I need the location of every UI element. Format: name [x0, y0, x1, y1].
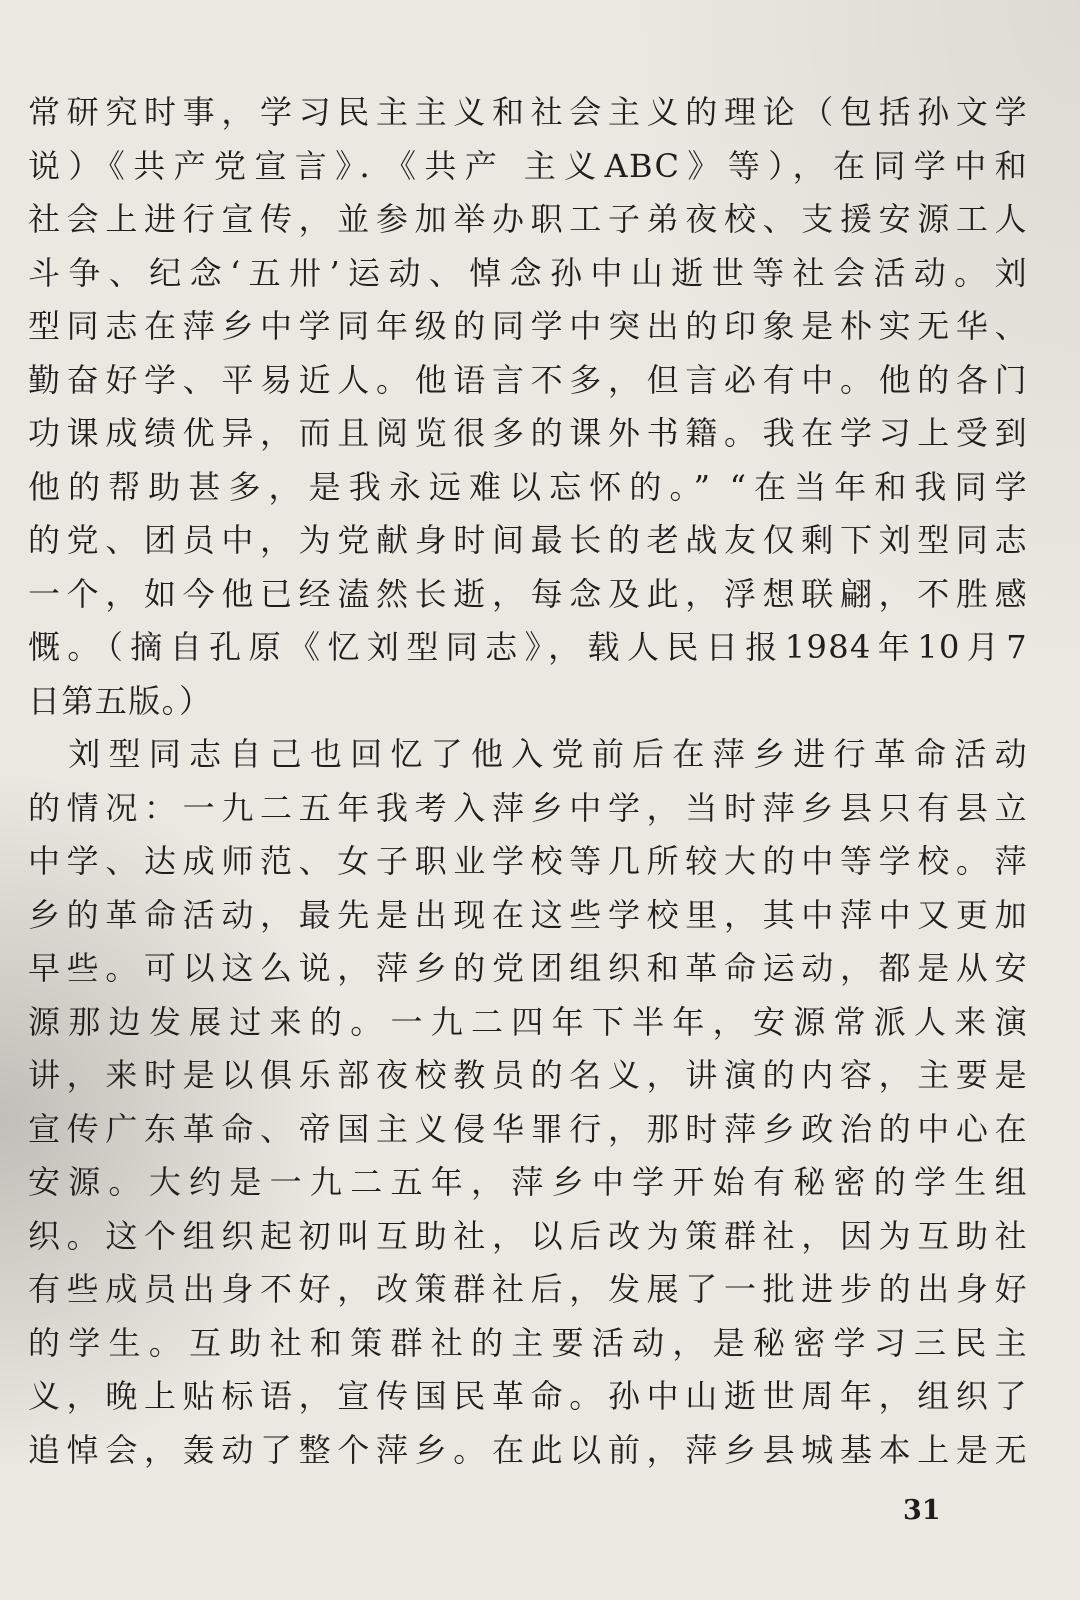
text-line-20: 宣传广东革命、帝国主义侵华罪行，那时萍乡政治的中心在 [28, 1109, 1028, 1148]
text-line-18: 源那边发展过来的。一九二四年下半年，安源常派人来演 [28, 1002, 1028, 1041]
text-line-21: 安源。大约是一九二五年，萍乡中学开始有秘密的学生组 [28, 1163, 1028, 1201]
text-line-15: 中学、达成师范、女子职业学校等几所较大的中等学校。萍 [28, 842, 1028, 880]
text-line-22: 织。这个组织起初叫互助社，以后改为策群社，因为互助社 [28, 1216, 1028, 1255]
text-line-9: 的党、团员中，为党献身时间最长的老战友仅剩下刘型同志 [28, 521, 1028, 559]
text-line-10: 一个，如今他已经溘然长逝，每念及此，浮想联翩，不胜感 [28, 574, 1028, 613]
body-text [28, 86, 1028, 1477]
text-line-3: 社会上进行宣传，並参加举办职工子弟夜校、支援安源工人 [28, 200, 1028, 238]
page-number: 31 [903, 1495, 941, 1526]
text-line-11: 慨。（摘自孔原《忆刘型同志》，载人民日报1984年10月7 [28, 628, 1028, 666]
text-line-19: 讲，来时是以俱乐部夜校教员的名义，讲演的内容，主要是 [28, 1056, 1028, 1094]
text-line-26: 追悼会，轰动了整个萍乡。在此以前，萍乡县城基本上是无 [28, 1430, 1028, 1469]
text-line-16: 乡的革命活动，最先是出现在这些学校里，其中萍中又更加 [28, 895, 1028, 934]
text-line-5: 型同志在萍乡中学同年级的同学中突出的印象是朴实无华、 [28, 307, 1028, 345]
text-line-13: 刘型同志自己也回忆了他入党前后在萍乡进行革命活动 [28, 735, 1028, 773]
text-line-6: 勤奋好学、平易近人。他语言不多，但言必有中。他的各门 [28, 360, 1028, 399]
text-line-17: 早些。可以这么说，萍乡的党团组织和革命运动，都是从安 [28, 949, 1028, 987]
text-line-4: 斗争、纪念‘五卅’运动、悼念孙中山逝世等社会活动。刘 [28, 253, 1028, 292]
text-line-2: 说）《共产党宣言》．《共产 主义ABC》等），在同学中和 [28, 146, 1028, 185]
text-line-8: 他的帮助甚多，是我永远难以忘怀的。” “在当年和我同学 [28, 467, 1028, 506]
text-line-25: 义，晚上贴标语，宣传国民革命。孙中山逝世周年，组织了 [28, 1377, 1028, 1415]
text-line-1: 常研究时事，学习民主主义和社会主义的理论（包括孙文学 [28, 93, 1028, 131]
text-line-24: 的学生。互助社和策群社的主要活动，是秘密学习三民主 [28, 1323, 1028, 1362]
text-line-23: 有些成员出身不好，改策群社后，发展了一批进步的出身好 [28, 1270, 1028, 1308]
text-line-12: 日第五版。） [28, 681, 213, 720]
text-line-7: 功课成绩优异，而且阅览很多的课外书籍。我在学习上受到 [28, 414, 1028, 452]
text-line-14: 的情况：一九二五年我考入萍乡中学，当时萍乡县只有县立 [28, 788, 1028, 827]
